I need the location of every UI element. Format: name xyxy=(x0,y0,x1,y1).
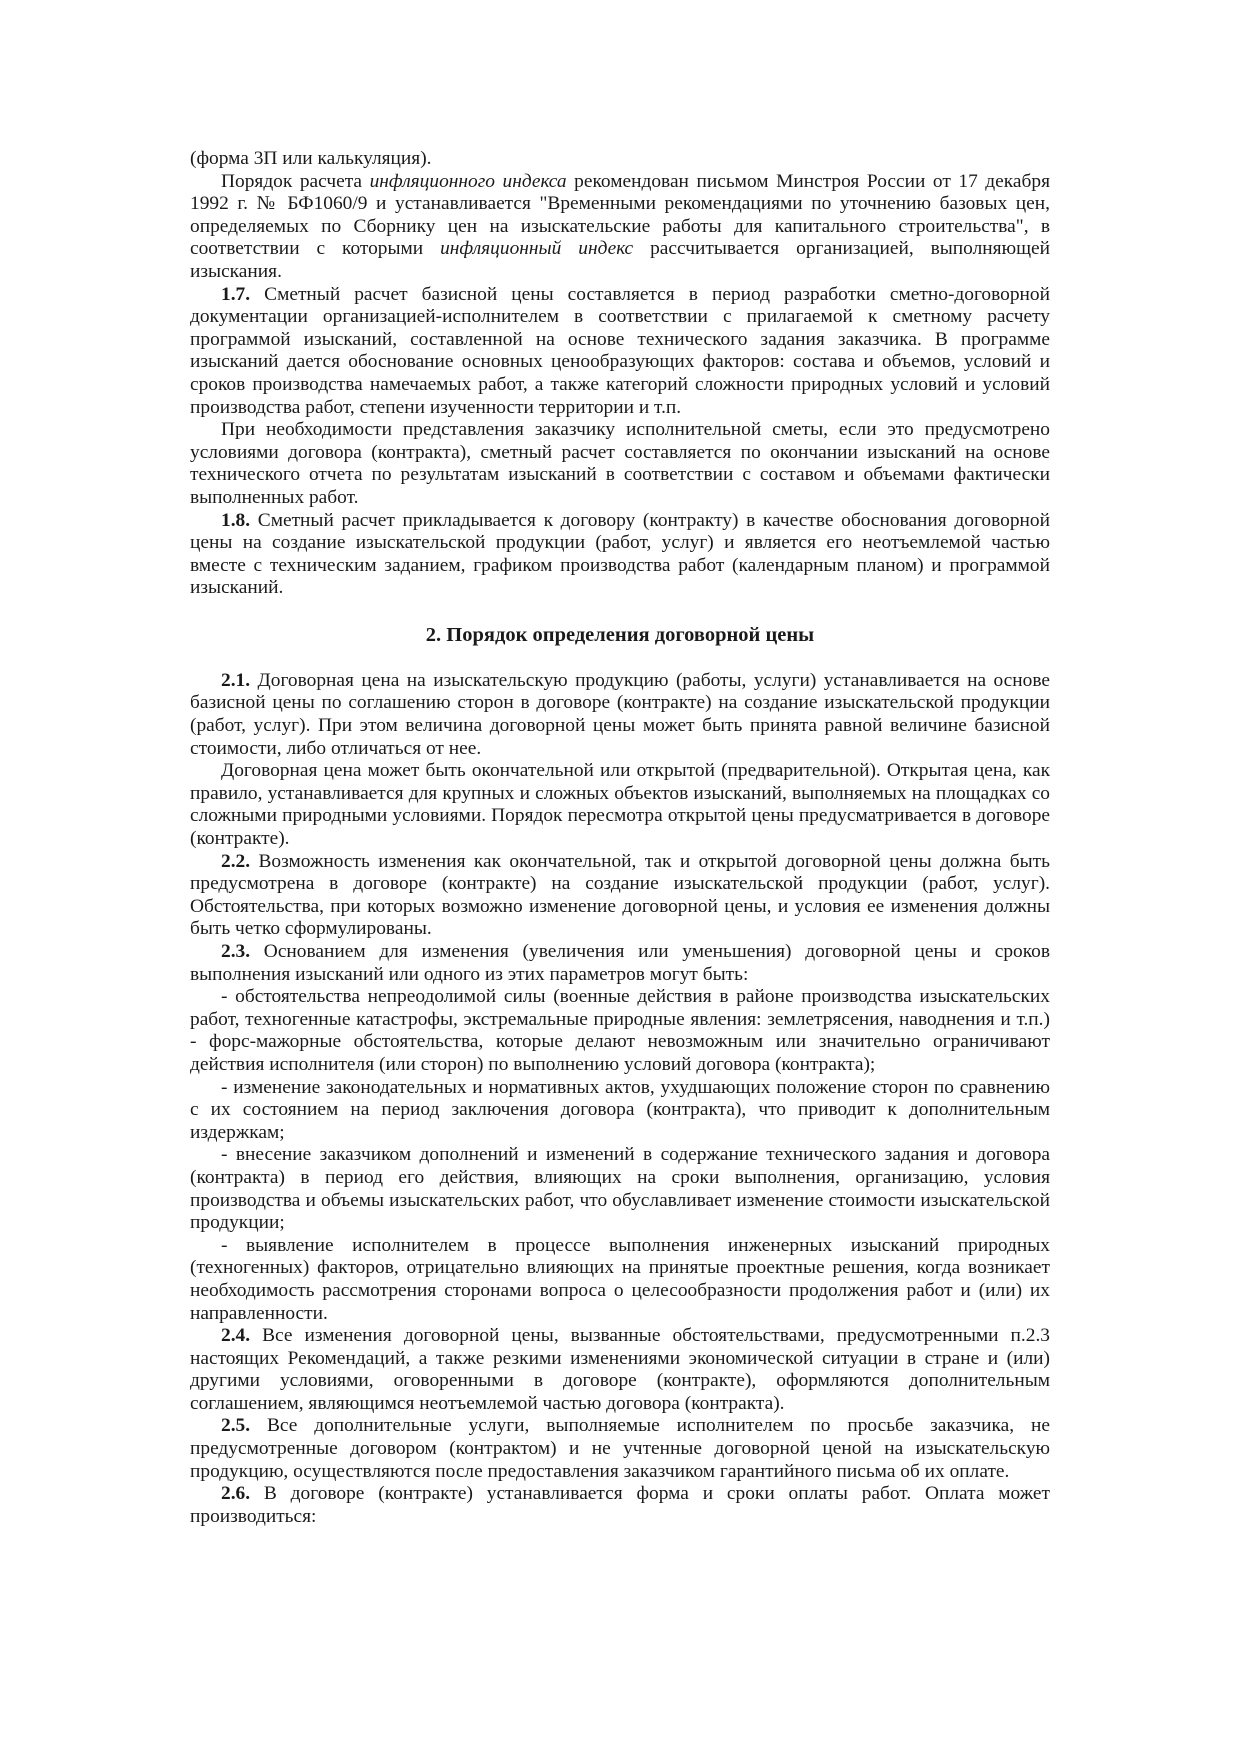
paragraph-2-1 xyxy=(190,670,1050,760)
section-title: 2. Порядок определения договорной цены xyxy=(425,623,815,646)
paragraph-executive-estimate: При необходимости представления заказчику исполнительной сметы, если это предусмотрено условиями договора (контракта), сметный расчет составляется по окончании изысканий на основе технического отчета по результатам изысканий в соответствии с составом и объемами фактически выполненных работ. xyxy=(190,419,1050,508)
list-item-customer-changes: - внесение заказчиком дополнений и изменений в содержание технического задания и договора (контракта) в период его действия, влияющих на сроки выполнения, организацию, условия производства и объемы изыскательских работ, что обуславливает изменение стоимости изыскательской продукции; xyxy=(190,1144,1050,1234)
clause-text: Все изменения договорной цены, вызванные обстоятельствами, предусмотренными п.2.3 настоящих Рекомендаций, а также резкими изменениями экономической ситуации в стране и (или) другими условиями, оговоренными в договоре (контракте), оформляются дополнительным соглашением, являющимся неотъемлемой частью договора (контракта). xyxy=(190,1325,1050,1414)
clause-text: Возможность изменения как окончательной, так и открытой договорной цены должна быть предусмотрена в договоре (контракте) на создание изыскательской продукции (работ, услуг). Обстоятельства, при которых возможно изменение договорной цены, и условия ее изменения должны быть четко сформулированы. xyxy=(190,850,1050,940)
paragraph-inflation-index xyxy=(190,171,1050,284)
clause-text: Все дополнительные услуги, выполняемые исполнителем по просьбе заказчика, не предусмотренные договором (контрактом) и не учтенные договорной ценой на изыскательскую продукцию, осуществляются после предоставления заказчиком гарантийного письма об их оплате. xyxy=(190,1415,1050,1482)
clause-number: 2.6. xyxy=(221,1483,251,1505)
paragraph-2-4 xyxy=(190,1325,1050,1415)
paragraph-1-7 xyxy=(190,284,1050,420)
text-run: Порядок расчета xyxy=(221,170,370,192)
clause-number: 1.7. xyxy=(221,283,251,305)
clause-number: 2.3. xyxy=(221,941,251,962)
paragraph-2-3 xyxy=(190,941,1050,986)
clause-number: 2.4. xyxy=(221,1325,251,1347)
paragraph-1-8 xyxy=(190,510,1050,600)
clause-number: 1.8. xyxy=(221,509,251,531)
clause-number: 2.1. xyxy=(221,669,251,691)
clause-text: Сметный расчет базисной цены составляется в период разработки сметно-договорной документации организацией-исполнителем в соответствии с прилагаемой к сметному расчету программой изысканий, составленной на основе технического задания заказчика. В программе изысканий дается обоснование основных ценообразующих факторов: состава и объемов, условий и сроков производства намечаемых работ, а также категорий сложности природных условий и условий производства работ, степени изученности территории и т.п. xyxy=(190,283,1050,418)
list-item-natural-factors: - выявление исполнителем в процессе выполнения инженерных изысканий природных (техногенных) факторов, отрицательно влияющих на принятые проектные решения, когда возникает необходимость рассмотрения сторонами вопроса о целесообразности продолжения работ и (или) их направленности. xyxy=(190,1234,1050,1324)
paragraph-form-3p: (форма 3П или калькуляция). xyxy=(190,148,432,169)
paragraph-2-5 xyxy=(190,1415,1050,1483)
clause-text: Сметный расчет прикладывается к договору (контракту) в качестве обоснования договорной цены на создание изыскательской продукции (работ, услуг) и является его неотъемлемой частью вместе с техническим заданием, графиком производства работ (календарным планом) и программой изысканий. xyxy=(190,509,1050,599)
text-run: рекомендован письмом Минстроя России от 17 декабря 1992 г. № БФ1060/9 и устанавливается "Временными рекомендациями по уточнению базовых цен, определяемых по Сборнику цен на изыскательские работы для капитального строительства", в соответствии с которыми xyxy=(190,170,1050,260)
text-run: рассчитывается организацией, выполняющей изыскания. xyxy=(190,238,1050,282)
paragraph-2-6 xyxy=(190,1483,1050,1528)
emphasis-inflation-index: инфляционного индекса xyxy=(369,170,567,192)
paragraph-final-or-open-price: Договорная цена может быть окончательной или открытой (предварительной). Открытая цена, как правило, устанавливается для крупных и сложных объектов изысканий, выполняемых на площадках со сложными природными условиями. Порядок пересмотра открытой цены предусматривается в договоре (контракте). xyxy=(190,760,1050,850)
document-page xyxy=(190,148,1050,1528)
emphasis-inflation-index-2: инфляционный индекс xyxy=(440,238,634,260)
list-item-force-majeure: - обстоятельства непреодолимой силы (военные действия в районе производства изыскательских работ, техногенные катастрофы, экстремальные природные явления: землетрясения, наводнения и т.п.) - форс-мажорные обстоятельства, которые делают невозможным или значительно ограничивают действия исполнителя (или сторон) по выполнению условий договора (контракта); xyxy=(190,986,1050,1075)
clause-text: Договорная цена на изыскательскую продукцию (работы, услуги) устанавливается на основе базисной цены по соглашению сторон в договоре (контракте) на создание изыскательской продукции (работ, услуг). При этом величина договорной цены может быть принята равной величине базисной стоимости, либо отличаться от нее. xyxy=(190,669,1050,759)
clause-number: 2.5. xyxy=(221,1415,251,1437)
list-item-legislation-change: - изменение законодательных и нормативных актов, ухудшающих положение сторон по сравнению с их состоянием на период заключения договора (контракта), что приводит к дополнительным издержкам; xyxy=(190,1076,1050,1143)
paragraph-2-2 xyxy=(190,851,1050,941)
clause-text: В договоре (контракте) устанавливается форма и сроки оплаты работ. Оплата может производиться: xyxy=(190,1483,1050,1527)
clause-text: Основанием для изменения (увеличения или уменьшения) договорной цены и сроков выполнения изысканий или одного из этих параметров могут быть: xyxy=(190,941,1050,985)
clause-number: 2.2. xyxy=(221,850,251,872)
